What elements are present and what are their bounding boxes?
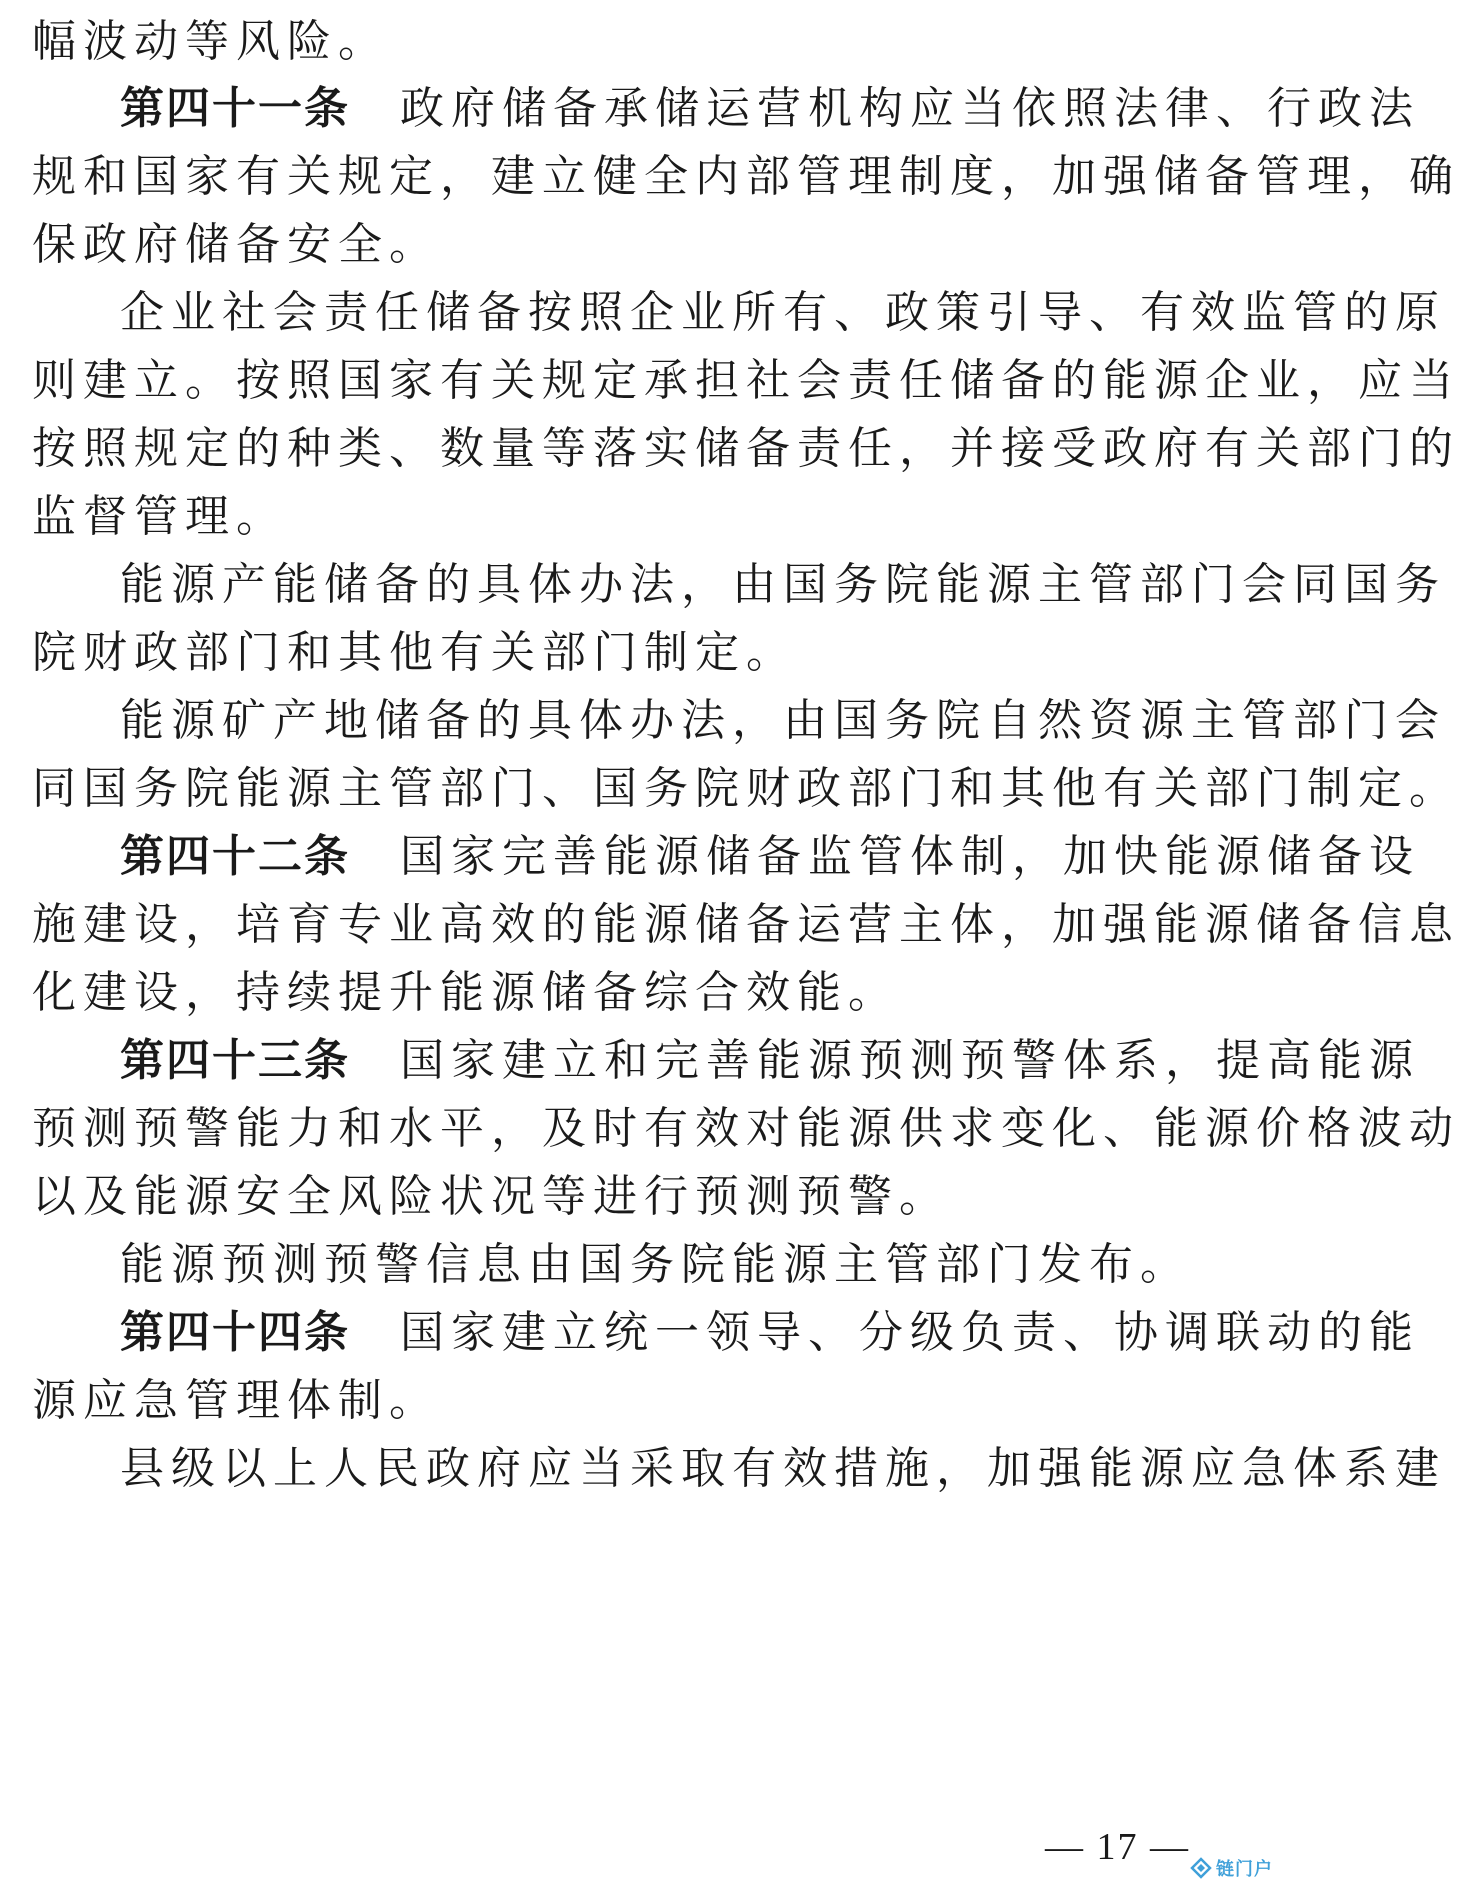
article-number: 第四十二条 xyxy=(120,831,350,882)
line-text: 国家建立和完善能源预测预警体系，提高能源 xyxy=(400,1035,1420,1086)
line-text: 按照规定的种类、数量等落实储备责任，并接受政府有关部门的 xyxy=(32,423,1460,474)
article-number: 第四十三条 xyxy=(120,1035,350,1086)
line-text: 同国务院能源主管部门、国务院财政部门和其他有关部门制定。 xyxy=(32,763,1460,814)
line-text: 规和国家有关规定，建立健全内部管理制度，加强储备管理，确 xyxy=(32,151,1460,202)
line-text: 国家建立统一领导、分级负责、协调联动的能 xyxy=(400,1307,1420,1358)
line-text: 施建设，培育专业高效的能源储备运营主体，加强能源储备信息 xyxy=(32,899,1460,950)
chain-logo-icon xyxy=(1190,1857,1212,1879)
line-text: 则建立。按照国家有关规定承担社会责任储备的能源企业，应当 xyxy=(32,355,1460,406)
article-number: 第四十四条 xyxy=(120,1307,350,1358)
line-text: 化建设，持续提升能源储备综合效能。 xyxy=(32,967,899,1018)
page-number: — 17 — xyxy=(1045,1826,1190,1868)
watermark-text: 链门户 xyxy=(1216,1859,1273,1880)
line-text: 国家完善能源储备监管体制，加快能源储备设 xyxy=(400,831,1420,882)
line-text: 能源矿产地储备的具体办法，由国务院自然资源主管部门会 xyxy=(120,695,1446,746)
line-text: 院财政部门和其他有关部门制定。 xyxy=(32,627,797,678)
watermark xyxy=(1190,1852,1274,1884)
line-text: 源应急管理体制。 xyxy=(32,1375,440,1426)
paragraph-first-line xyxy=(120,1428,1446,1510)
line-text: 政府储备承储运营机构应当依照法律、行政法 xyxy=(400,83,1420,134)
line-text: 监督管理。 xyxy=(32,491,287,542)
line-text: 幅波动等风险。 xyxy=(32,16,389,67)
line-text: 县级以上人民政府应当采取有效措施，加强能源应急体系建 xyxy=(120,1443,1446,1494)
line-text: 保政府储备安全。 xyxy=(32,219,440,270)
line-text: 能源产能储备的具体办法，由国务院能源主管部门会同国务 xyxy=(120,559,1446,610)
line-text: 能源预测预警信息由国务院能源主管部门发布。 xyxy=(120,1239,1191,1290)
line-text: 企业社会责任储备按照企业所有、政策引导、有效监管的原 xyxy=(120,287,1446,338)
article-number: 第四十一条 xyxy=(120,83,350,134)
line-text: 以及能源安全风险状况等进行预测预警。 xyxy=(32,1171,950,1222)
line-text: 预测预警能力和水平，及时有效对能源供求变化、能源价格波动 xyxy=(32,1103,1460,1154)
document-page xyxy=(32,0,1460,1889)
